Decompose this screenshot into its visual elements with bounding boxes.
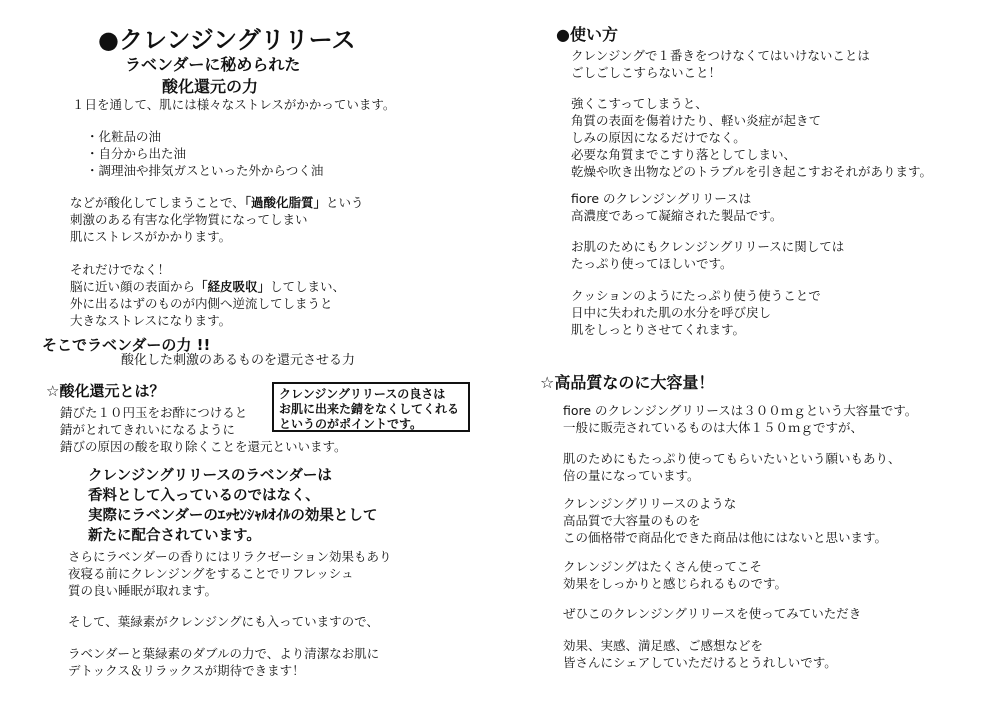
subtitle-line-2: 酸化還元の力: [162, 77, 259, 96]
list-item: ・化粧品の油: [86, 129, 162, 144]
text-line: 肌をしっとりさせてくれます。: [571, 322, 746, 337]
oil-bullet-list: [86, 128, 323, 179]
power-subheading: 酸化した刺激のあるものを還元させる力: [121, 353, 356, 368]
text-line: 一般に販売されているものは大体１５０ｍｇですが、: [563, 420, 864, 435]
text-line: 角質の表面を傷着けたり、軽い炎症が起きて: [571, 113, 822, 128]
text-line: たっぷり使ってほしいです。: [571, 256, 733, 271]
text-line: 脳に近い顔の表面から「経皮吸収」してしまい、: [70, 279, 346, 294]
keyword-peroxide: 「過酸化脂質」: [244, 195, 327, 210]
keyword-absorption: 「経皮吸収」: [195, 279, 271, 294]
text-line: 大きなストレスになります。: [70, 313, 232, 328]
usage-heading: ●使い方: [556, 25, 618, 44]
text-line: fiore のクレンジングリリースは３００ｍｇという大容量です。: [563, 403, 918, 418]
text-line: ラベンダーと葉緑素のダブルの力で、より清潔なお肌に: [68, 646, 380, 661]
text-line: クレンジングで１番きをつけなくてはいけないことは: [571, 48, 870, 63]
quality-paragraph-2: [563, 450, 901, 484]
list-item: ・調理油や排気ガスといった外からつく油: [86, 163, 324, 178]
paragraph-absorption: [70, 261, 345, 329]
paragraph-detox: [68, 645, 379, 679]
text-line: というのがポイントです。: [279, 417, 423, 431]
text-line: さらにラベンダーの香りにはリラクゼーション効果もあり: [68, 549, 392, 564]
text-line: クレンジングはたくさん使ってこそ: [563, 559, 762, 574]
text-line: 効果をしっかりと感じられるものです。: [563, 576, 788, 591]
text-line: などが酸化してしまうことで、「過酸化脂質」という: [70, 195, 364, 210]
quality-paragraph-6: [563, 637, 837, 671]
quality-paragraph-4: [563, 558, 787, 592]
text-line: 乾燥や吹き出物などのトラブルを引き起こすおそれがあります。: [571, 164, 933, 179]
text-line: クレンジングリリースのラベンダーは: [88, 468, 332, 484]
text-line: 外に出るはずのものが内側へ逆流してしまうと: [70, 296, 333, 311]
text-line: クレンジングリリースのような: [563, 496, 737, 511]
quality-heading: ☆高品質なのに大容量！: [540, 373, 715, 392]
text-line: お肌のためにもクレンジングリリースに関しては: [571, 239, 845, 254]
intro-text: １日を通して、肌には様々なストレスがかかっています。: [72, 97, 396, 112]
usage-paragraph-5: [571, 287, 821, 338]
quality-paragraph-5: ぜひこのクレンジングリリースを使ってみていただき: [563, 606, 862, 621]
text-line: お肌に出来た錆をなくしてくれる: [279, 402, 460, 416]
page-title: ●クレンジングリリース: [98, 26, 356, 54]
text-line: 実際にラベンダーのｴｯｾﾝｼｬﾙｵｲﾙの効果として: [88, 508, 378, 524]
text-line: 必要な角質までこすり落としてしまい、: [571, 147, 797, 162]
text-line: それだけでなく！: [70, 262, 171, 277]
subtitle-line-1: ラベンダーに秘められた: [125, 55, 301, 74]
usage-paragraph-3: [571, 190, 782, 224]
text-line: 質の良い睡眠が取れます。: [68, 583, 218, 598]
paragraph-chlorophyll: そして、葉緑素がクレンジングにも入っていますので、: [68, 614, 379, 629]
text-line: 倍の量になっています。: [563, 468, 700, 483]
quality-paragraph-1: [563, 402, 917, 436]
text-line: 高品質で大容量のものを: [563, 513, 701, 528]
text-line: ごしごしこすらないこと！: [571, 65, 722, 80]
text-line: 肌のためにもたっぷり使ってもらいたいという願いもあり、: [563, 451, 901, 466]
text-line: 錆びの原因の酸を取り除くことを還元といいます。: [60, 439, 347, 454]
paragraph-relaxation: [68, 548, 392, 599]
paragraph-peroxide: [70, 194, 364, 245]
usage-paragraph-1: [571, 47, 870, 81]
text-line: 効果、実感、満足感、ご感想などを: [563, 638, 764, 653]
text-line: 香料として入っているのではなく、: [88, 488, 320, 504]
lavender-bold-block: [88, 466, 377, 546]
power-heading: そこでラベンダーの力 !!: [42, 336, 211, 354]
text-line: この価格帯で商品化できた商品は他にはないと思います。: [563, 530, 888, 545]
text-line: 新たに配合されています。: [88, 528, 261, 544]
text-line: 日中に失われた肌の水分を呼び戻し: [571, 305, 772, 320]
text-line: 錆びた１０円玉をお酢につけると: [60, 405, 248, 420]
redox-heading: ☆酸化還元とは？: [46, 382, 165, 400]
usage-paragraph-4: [571, 238, 844, 272]
text-line: デトックス＆リラックスが期待できます！: [68, 663, 305, 678]
text-line: 錆がとれてきれいになるように: [60, 422, 236, 437]
text-line: 高濃度であって凝縮された製品です。: [571, 208, 783, 223]
point-callout-box: [272, 382, 470, 432]
text-line: 皆さんにシェアしていただけるとうれしいです。: [563, 655, 837, 670]
quality-paragraph-3: [563, 495, 887, 546]
text-line: 強くこすってしまうと、: [571, 96, 708, 111]
text-line: 肌にストレスがかかります。: [70, 229, 232, 244]
usage-paragraph-2: [571, 95, 932, 180]
text-line: 夜寝る前にクレンジングをすることでリフレッシュ: [68, 566, 354, 581]
text-line: fiore のクレンジングリリースは: [571, 191, 752, 206]
text-line: 刺激のある有害な化学物質になってしまい: [70, 212, 308, 227]
text-line: クレンジングリリースの良さは: [279, 387, 446, 401]
list-item: ・自分から出た油: [86, 146, 187, 161]
text-line: クッションのようにたっぷり使う使うことで: [571, 288, 821, 303]
text-line: しみの原因になるだけでなく。: [571, 130, 746, 145]
